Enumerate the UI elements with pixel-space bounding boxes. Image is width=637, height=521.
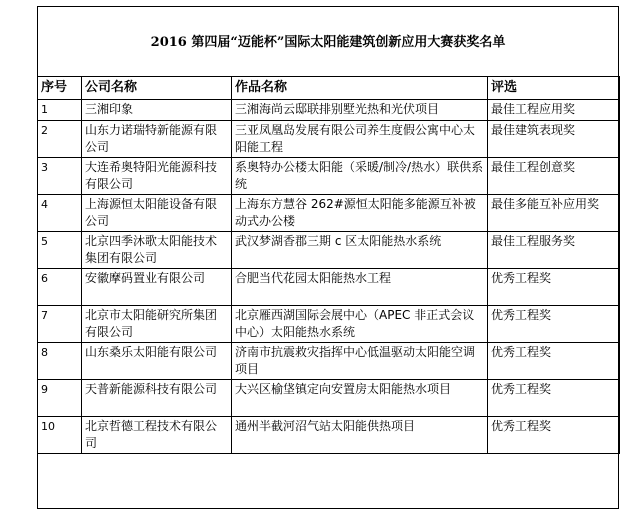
row-company: 大连希奥特阳光能源科技有限公司 [82, 158, 232, 195]
row-number: 7 [38, 306, 82, 343]
table-row [38, 306, 620, 343]
row-company: 山东桑乐太阳能有限公司 [82, 343, 232, 380]
row-work: 合肥当代花园太阳能热水工程 [232, 269, 488, 306]
row-award: 最佳多能互补应用奖 [488, 195, 620, 232]
row-number: 9 [38, 380, 82, 417]
table-row [38, 232, 620, 269]
document-title: 2016 第四届“迈能杯”国际太阳能建筑创新应用大赛获奖名单 [150, 35, 506, 50]
table-row [38, 195, 620, 232]
row-award: 最佳工程创意奖 [488, 158, 620, 195]
header-company: 公司名称 [82, 77, 232, 100]
row-award: 优秀工程奖 [488, 343, 620, 380]
row-award: 优秀工程奖 [488, 306, 620, 343]
row-award: 最佳工程应用奖 [488, 100, 620, 121]
row-company: 北京哲德工程技术有限公司 [82, 417, 232, 454]
row-company: 安徽摩码置业有限公司 [82, 269, 232, 306]
row-work: 武汉梦湖香郡三期 c 区太阳能热水系统 [232, 232, 488, 269]
row-number: 6 [38, 269, 82, 306]
row-award: 最佳建筑表现奖 [488, 121, 620, 158]
award-table [37, 76, 620, 454]
table-header-row [38, 77, 620, 100]
table-row [38, 121, 620, 158]
table-row [38, 100, 620, 121]
row-number: 10 [38, 417, 82, 454]
row-number: 2 [38, 121, 82, 158]
row-company: 北京四季沐歌太阳能技术集团有限公司 [82, 232, 232, 269]
table-row [38, 380, 620, 417]
row-number: 8 [38, 343, 82, 380]
header-award: 评选 [488, 77, 620, 100]
table-row [38, 158, 620, 195]
row-number: 3 [38, 158, 82, 195]
row-work: 通州半截河沼气站太阳能供热项目 [232, 417, 488, 454]
row-work: 上海东方慧谷 262#源恒太阳能多能源互补被动式办公楼 [232, 195, 488, 232]
row-work: 北京雁西湖国际会展中心（APEC 非正式会议中心）太阳能热水系统 [232, 306, 488, 343]
row-work: 济南市抗震救灾指挥中心低温驱动太阳能空调项目 [232, 343, 488, 380]
row-company: 北京市太阳能研究所集团有限公司 [82, 306, 232, 343]
row-company: 天普新能源科技有限公司 [82, 380, 232, 417]
row-number: 5 [38, 232, 82, 269]
table-row [38, 343, 620, 380]
row-award: 最佳工程服务奖 [488, 232, 620, 269]
row-work: 三亚凤凰岛发展有限公司养生度假公寓中心太阳能工程 [232, 121, 488, 158]
row-number: 4 [38, 195, 82, 232]
header-number: 序号 [38, 77, 82, 100]
row-work: 大兴区榆垡镇定向安置房太阳能热水项目 [232, 380, 488, 417]
award-list-frame [37, 6, 619, 509]
row-number: 1 [38, 100, 82, 121]
row-award: 优秀工程奖 [488, 269, 620, 306]
row-work: 系奥特办公楼太阳能（采暖/制冷/热水）联供系统 [232, 158, 488, 195]
row-award: 优秀工程奖 [488, 380, 620, 417]
row-work: 三湘海尚云邸联排别墅光热和光伏项目 [232, 100, 488, 121]
row-company: 山东力诺瑞特新能源有限公司 [82, 121, 232, 158]
header-work: 作品名称 [232, 77, 488, 100]
table-row [38, 269, 620, 306]
table-row [38, 417, 620, 454]
row-award: 优秀工程奖 [488, 417, 620, 454]
row-company: 三湘印象 [82, 100, 232, 121]
row-company: 上海源恒太阳能设备有限公司 [82, 195, 232, 232]
